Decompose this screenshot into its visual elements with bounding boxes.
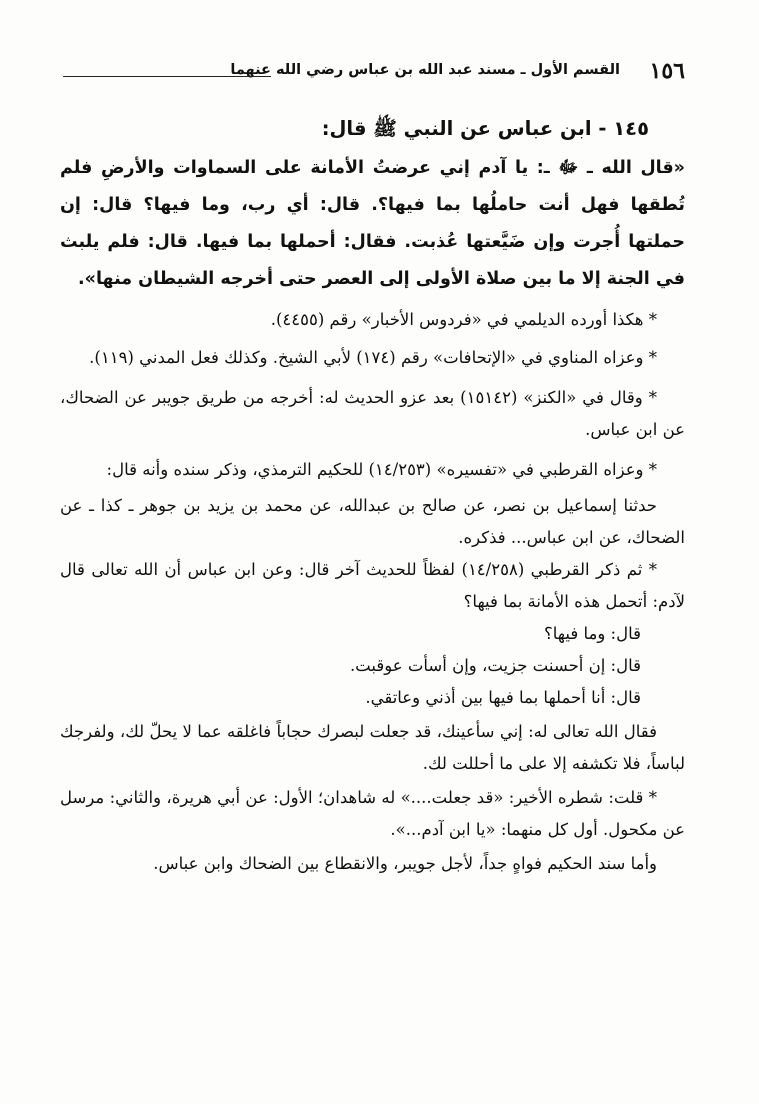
hadith-heading: ١٤٥ - ابن عباس عن النبي ﷺ قال: xyxy=(321,117,649,140)
commentary-qurtubi: * وعزاه القرطبي في «تفسيره» (١٤/٢٥٣) للحكيم الترمذي، وذكر سنده وأنه قال: xyxy=(106,460,657,479)
dialogue-line: قال: أنا أحملها بما فيها بين أذني وعاتقي. xyxy=(365,688,641,707)
dialogue-line: قال: وما فيها؟ xyxy=(543,624,641,643)
isnad-chain: حدثنا إسماعيل بن نصر، عن صالح بن عبدالله، عن محمد بن يزيد بن جوهر ـ كذا ـ عن الضحاك، عن ابن عباس... فذكره. xyxy=(60,496,685,547)
commentary-kanz: * وقال في «الكنز» (١٥١٤٢) بعد عزو الحديث له: أخرجه من طريق جويبر عن الضحاك، عن ابن عباس. xyxy=(60,388,685,439)
allah-said-paragraph: فقال الله تعالى له: إني سأعينك، قد جعلت لبصرك حجاباً فاغلقه عما لا يحلّ لك، ولفرجك لباساً، فلا تكشفه إلا على ما أحللت لك. xyxy=(60,722,685,773)
running-title: القسم الأول ـ مسند عبد الله بن عباس رضي الله عنهما xyxy=(230,62,620,78)
page-number: ١٥٦ xyxy=(649,58,685,84)
page-header xyxy=(60,58,685,92)
dialogue-line: قال: إن أحسنت جزيت، وإن أسأت عوقبت. xyxy=(349,656,641,675)
hadith-text: «قال الله ـ ﷻ ـ: يا آدم إني عرضتُ الأمانة على السماوات والأرضِ فلم تُطقها فهل أنت حاملُها بما فيها؟. قال: أي رب، وما فيها؟ قال: إن حملتها أُجرت وإن ضَيَّعتها عُذبت. فقال: أحملها بما فيها. قال: فلم يلبث في الجنة إلا ما بين صلاة الأولى إلى العصر حتى أخرجه الشيطان منها». xyxy=(60,158,685,289)
header-rule xyxy=(63,76,271,77)
page-content xyxy=(60,106,685,880)
commentary-qurtubi-second: * ثم ذكر القرطبي (١٤/٢٥٨) لفظاً للحديث آخر قال: وعن ابن عباس أن الله تعالى قال لآدم: أتحمل هذه الأمانة بما فيها؟ xyxy=(60,560,685,611)
commentary-dailami: * هكذا أورده الديلمي في «فردوس الأخبار» رقم (٤٤٥٥). xyxy=(270,310,657,329)
sanad-assessment: وأما سند الحكيم فواهٍ جداً، لأجل جويبر، والانقطاع بين الضحاك وابن عباس. xyxy=(153,854,657,873)
commentary-munawi: * وعزاه المناوي في «الإتحافات» رقم (١٧٤) لأبي الشيخ. وكذلك فعل المدني (١١٩). xyxy=(89,348,657,367)
author-comment: * قلت: شطره الأخير: «قد جعلت....» له شاهدان؛ الأول: عن أبي هريرة، والثاني: مرسل عن مكحول. أول كل منهما: «يا ابن آدم...». xyxy=(60,788,685,839)
